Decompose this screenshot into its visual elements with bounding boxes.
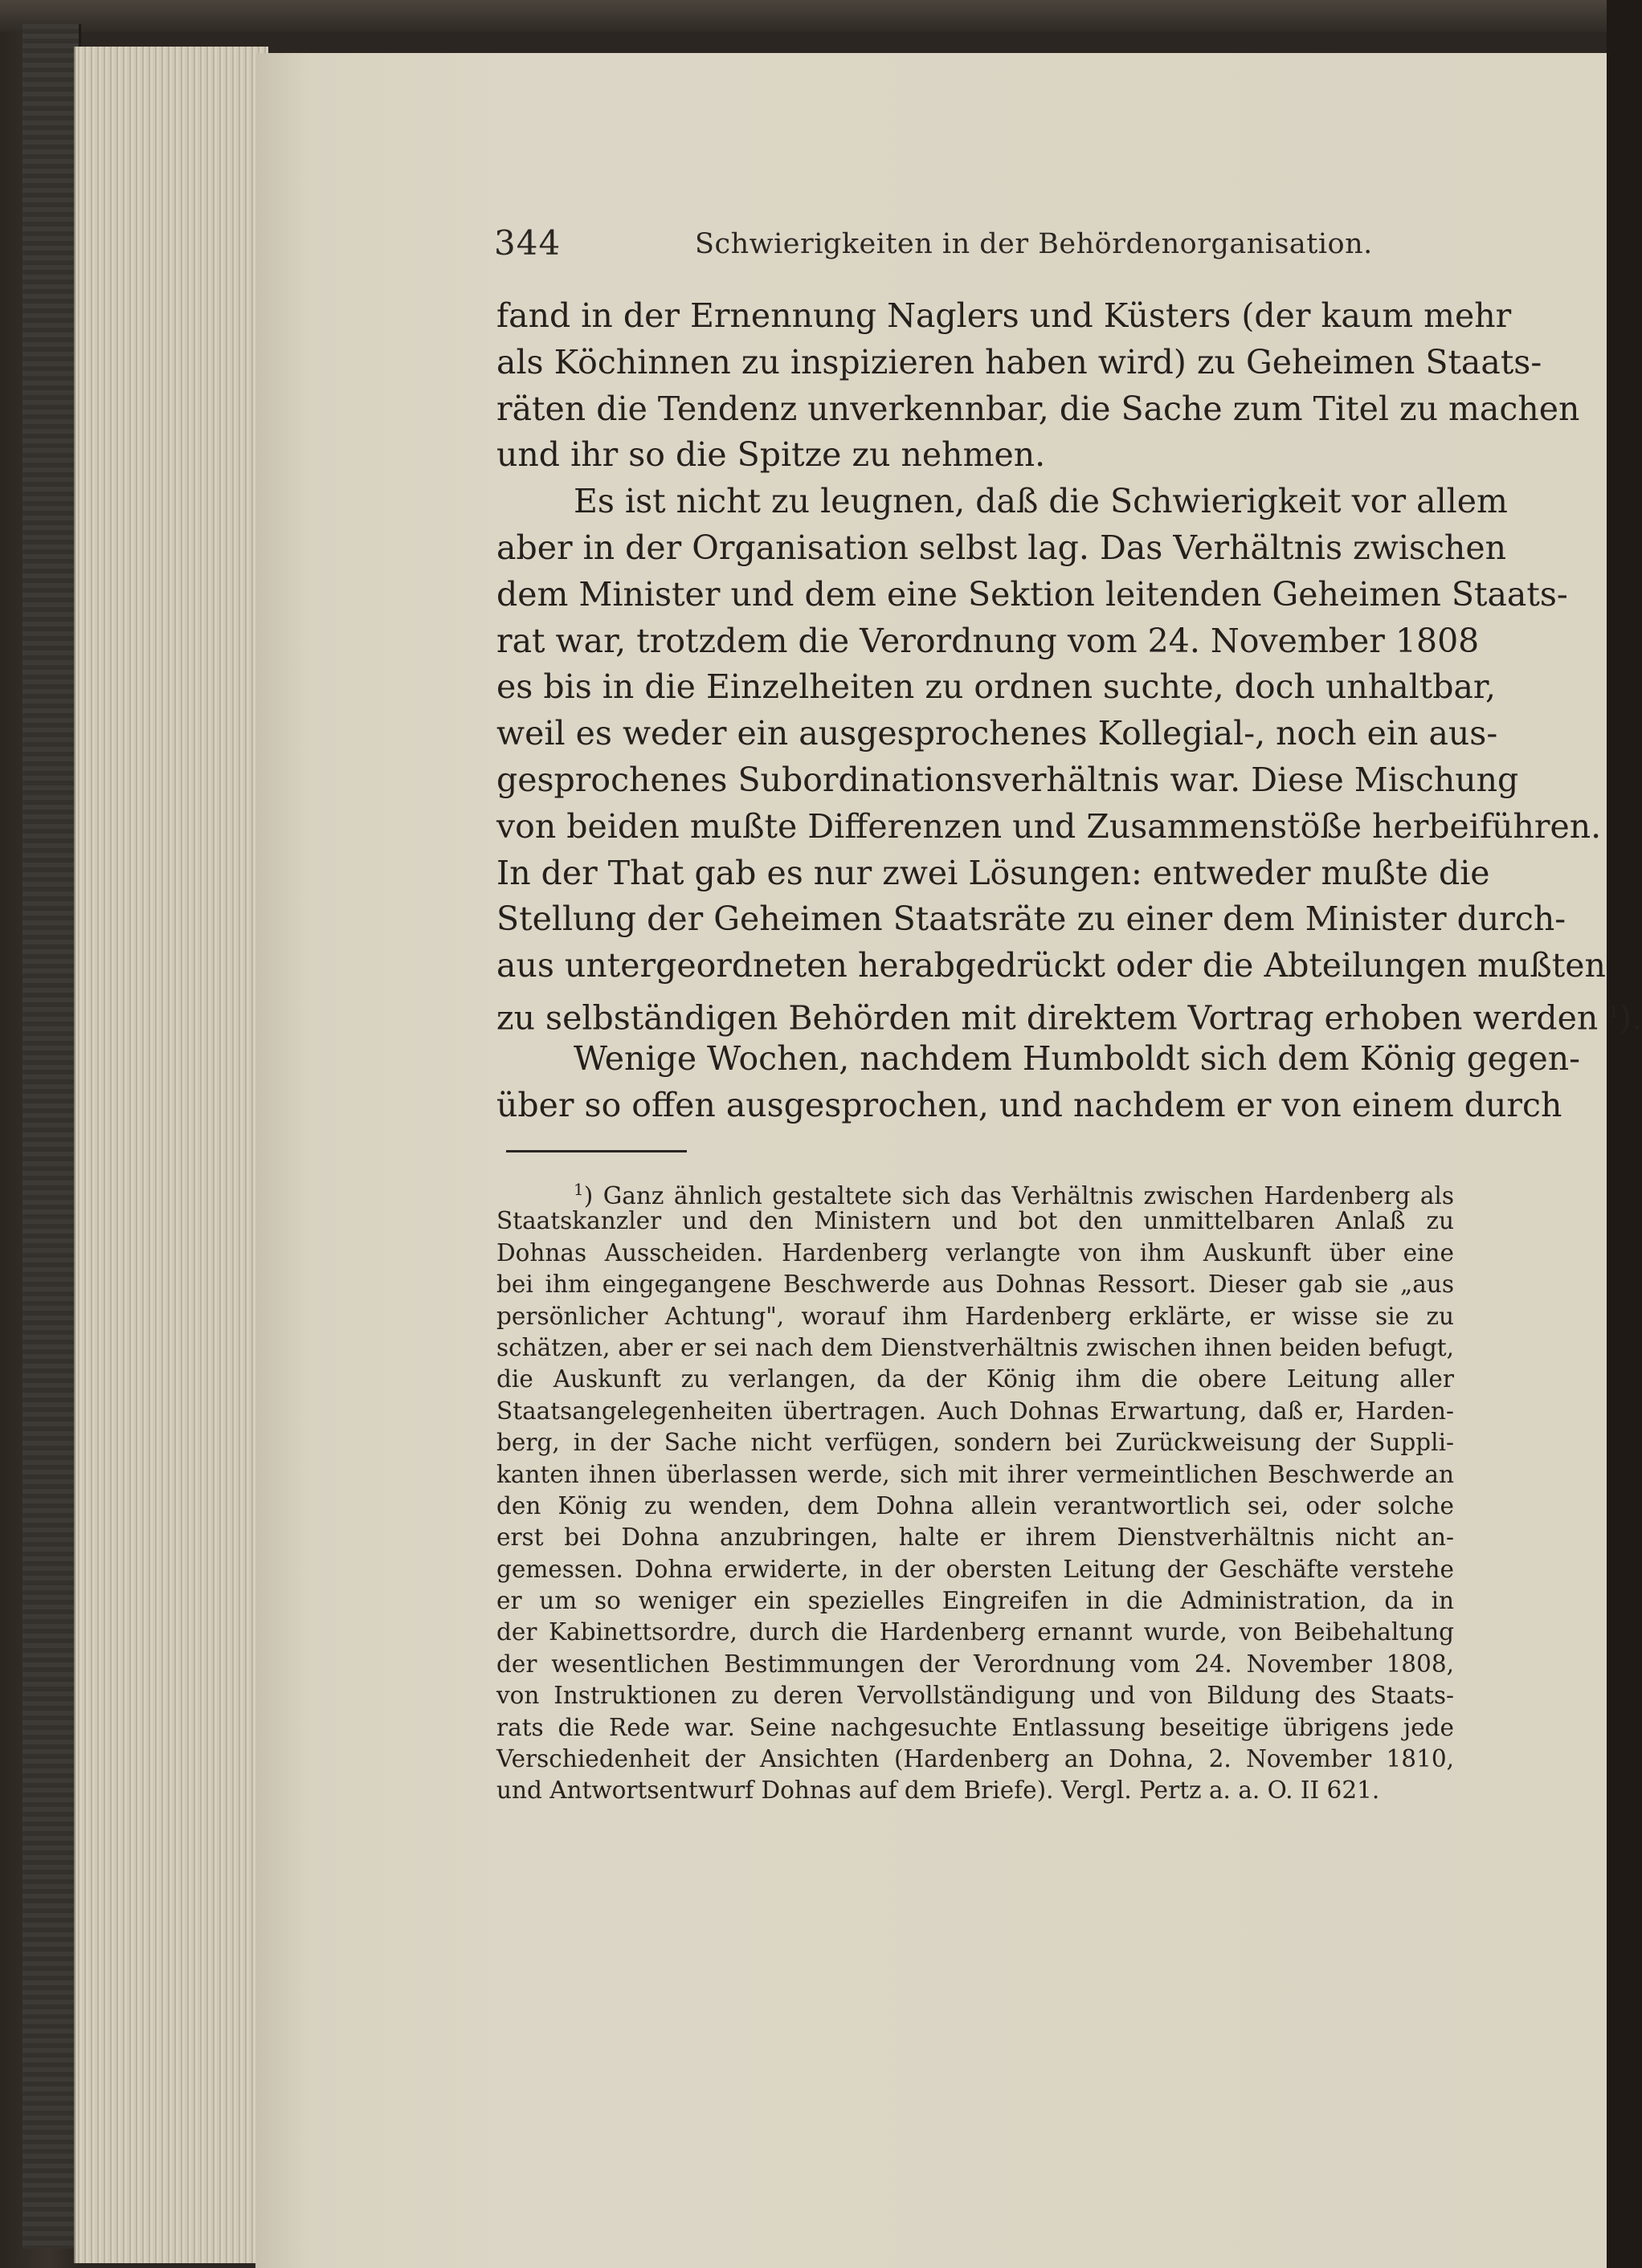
footnote-line: bei ihm eingegangene Beschwerde aus Dohnas Ressort. Dieser gab sie „aus — [496, 1271, 1454, 1299]
text-line: räten die Tendenz unverkennbar, die Sache zum Titel zu machen — [496, 389, 1580, 428]
footnote-line: $^1$) Ganz ähnlich gestaltete sich das Verhältnis zwischen Hardenberg als — [574, 1180, 1454, 1209]
page-edges — [74, 47, 268, 2263]
footnote-line: und Antwortsentwurf Dohnas auf dem Briefe). Vergl. Pertz a. a. O. II 621. — [496, 1776, 1380, 1805]
footnote-line: der wesentlichen Bestimmungen der Verordnung vom 24. November 1808, — [496, 1650, 1454, 1678]
main-text — [496, 293, 1642, 1128]
footnotes — [496, 1174, 1454, 1807]
text-line: über so offen ausgesprochen, und nachdem er von einem durch — [496, 1085, 1562, 1124]
footnote-line: Verschiedenheit der Ansichten (Hardenberg an Dohna, 2. November 1810, — [496, 1745, 1454, 1773]
text-line: von beiden mußte Differenzen und Zusammenstöße herbeiführen. — [496, 806, 1602, 846]
text-line: und ihr so die Spitze zu nehmen. — [496, 435, 1046, 475]
book-cover-top — [0, 0, 1607, 32]
text-line: dem Minister und dem eine Sektion leitenden Geheimen Staats- — [496, 574, 1568, 614]
text-line: Wenige Wochen, nachdem Humboldt sich dem König gegen- — [574, 1038, 1581, 1078]
text-line: Es ist nicht zu leugnen, daß die Schwierigkeit vor allem — [574, 482, 1508, 521]
footnote-line: persönlicher Achtung", worauf ihm Hardenberg erklärte, er wisse sie zu — [496, 1302, 1454, 1330]
footnote-line: schätzen, aber er sei nach dem Dienstverhältnis zwischen ihnen beiden befugt, — [496, 1333, 1454, 1361]
text-line: weil es weder ein ausgesprochenes Kollegial-, noch ein aus- — [496, 714, 1498, 753]
footnote-line: Staatskanzler und den Ministern und bot den unmittelbaren Anlaß zu — [496, 1207, 1454, 1235]
footnote-line: Staatsangelegenheiten übertragen. Auch Dohnas Erwartung, daß er, Harden- — [496, 1397, 1454, 1425]
footnote-line: er um so weniger ein spezielles Eingreifen in die Administration, da in — [496, 1587, 1454, 1615]
book-cover-spine — [22, 24, 81, 2249]
text-line: In der That gab es nur zwei Lösungen: entweder mußte die — [496, 853, 1490, 892]
page-header — [494, 223, 1538, 271]
footnote-line: rats die Rede war. Seine nachgesuchte Entlassung beseitige übrigens jede — [496, 1713, 1454, 1741]
text-line: aber in der Organisation selbst lag. Das Verhältnis zwischen — [496, 528, 1506, 567]
text-line: fand in der Ernennung Naglers und Küsters (der kaum mehr — [496, 296, 1512, 335]
text-line: zu selbständigen Behörden mit direktem Vortrag erhoben werden — [496, 998, 1599, 1038]
footnote-line: die Auskunft zu verlangen, da der König ihm die obere Leitung aller — [496, 1365, 1454, 1393]
running-head: Schwierigkeiten in der Behördenorganisation. — [695, 228, 1373, 260]
footnote-reference: 1 — [1608, 1001, 1620, 1022]
footnote-line: der Kabinettsordre, durch die Hardenberg ernannt wurde, von Beibehaltung — [496, 1618, 1454, 1646]
footnote-line: gemessen. Dohna erwiderte, in der obersten Leitung der Geschäfte verstehe — [496, 1555, 1454, 1583]
footnote-marker: 1 — [574, 1180, 584, 1199]
footnote-line: berg, in der Sache nicht verfügen, sondern bei Zurückweisung der Suppli- — [496, 1429, 1454, 1457]
footnote-rule — [506, 1150, 687, 1152]
footnote-line: Dohnas Ausscheiden. Hardenberg verlangte von ihm Auskunft über eine — [496, 1238, 1454, 1267]
text-line: rat war, trotzdem die Verordnung vom 24. November 1808 — [496, 621, 1480, 660]
footnote-line: kanten ihnen überlassen werde, sich mit ihrer vermeintlichen Beschwerde an — [496, 1460, 1454, 1488]
text-line: gesprochenes Subordinationsverhältnis war. Diese Mischung — [496, 760, 1519, 799]
line-ending: ). — [1619, 998, 1642, 1038]
footnote-line: den König zu wenden, dem Dohna allein verantwortlich sei, oder solche — [496, 1491, 1454, 1519]
footnote-line: von Instruktionen zu deren Vervollständigung und von Bildung des Staats- — [496, 1682, 1454, 1710]
text-line: Stellung der Geheimen Staatsräte zu einer dem Minister durch- — [496, 899, 1566, 939]
text-line: aus untergeordneten herabgedrückt oder die Abteilungen mußten — [496, 946, 1606, 985]
page-number: 344 — [494, 223, 562, 263]
footnote-line: erst bei Dohna anzubringen, halte er ihrem Dienstverhältnis nicht an- — [496, 1524, 1454, 1552]
text-line: als Köchinnen zu inspizieren haben wird) zu Geheimen Staats- — [496, 342, 1542, 381]
text-line: es bis in die Einzelheiten zu ordnen suchte, doch unhaltbar, — [496, 667, 1497, 707]
text-line-with-footnote — [496, 989, 1642, 1038]
